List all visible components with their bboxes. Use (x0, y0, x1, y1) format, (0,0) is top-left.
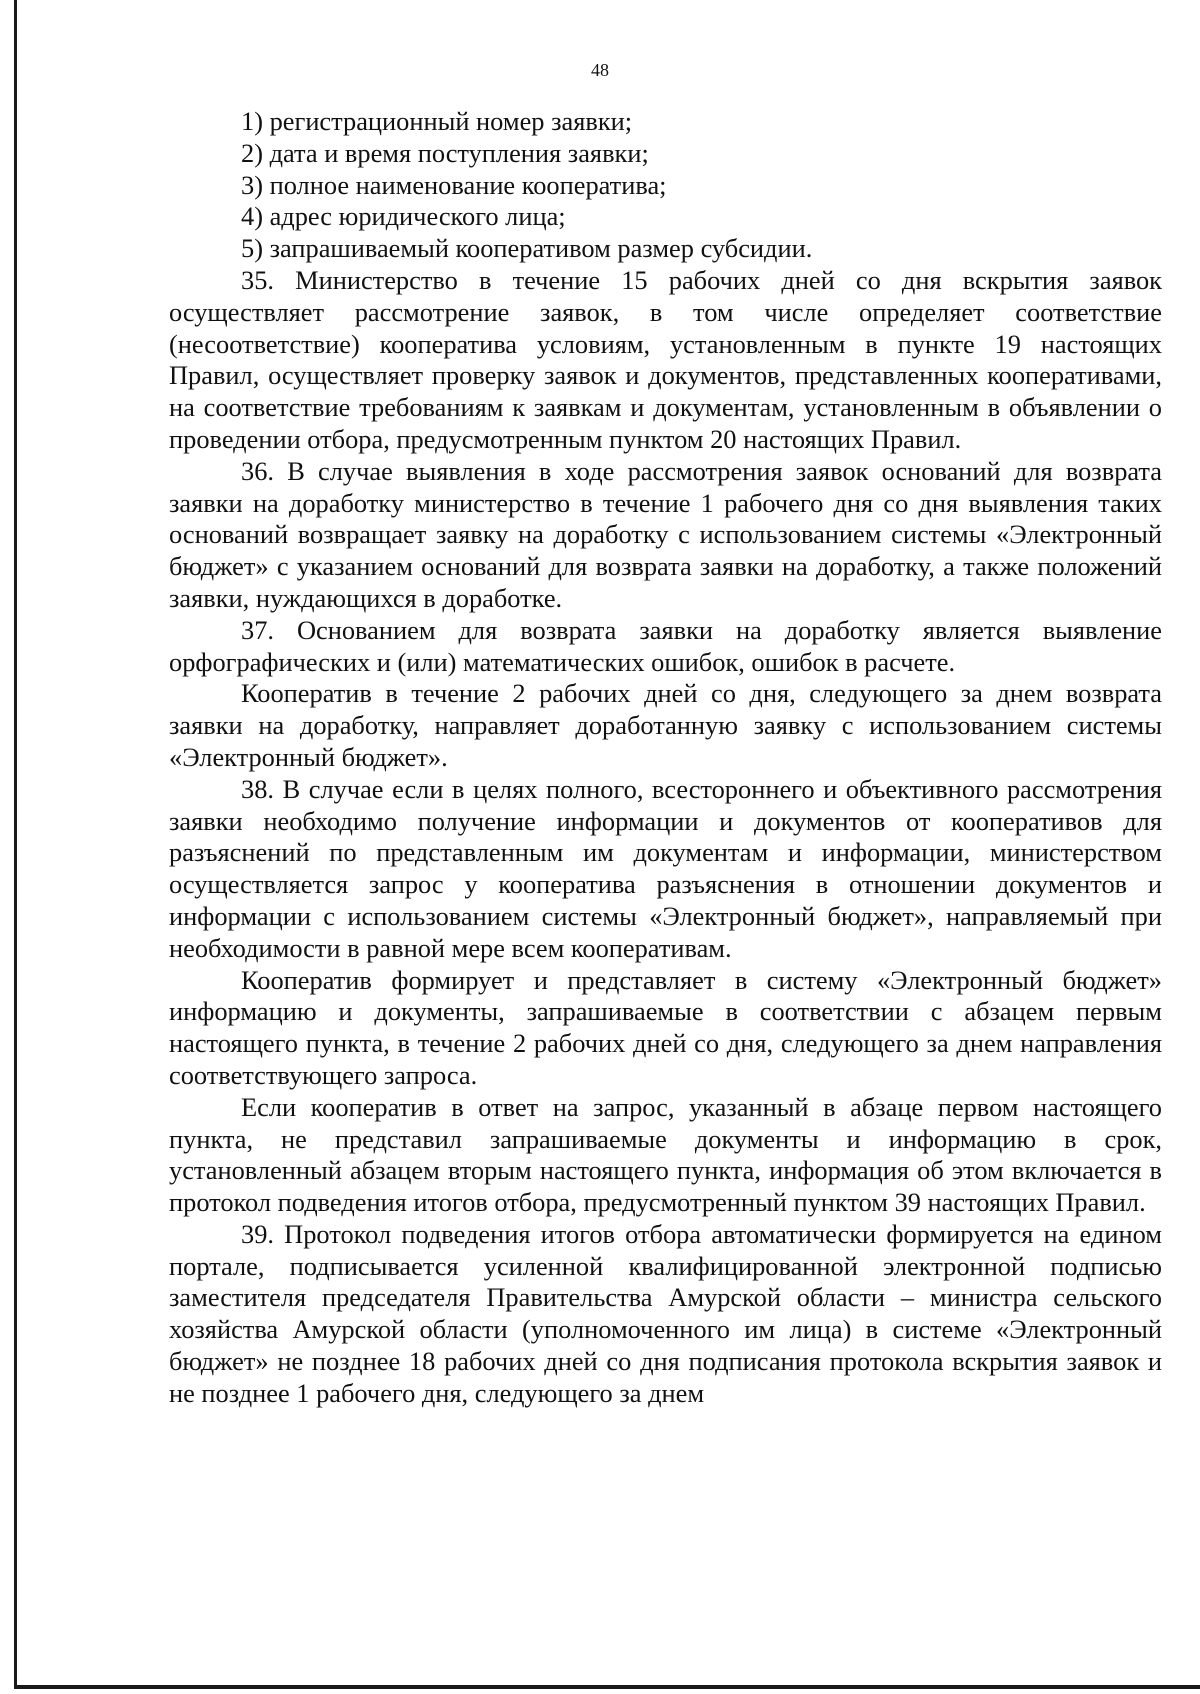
scan-edge-bottom (14, 1685, 1200, 1689)
paragraph-38: 38. В случае если в целях полного, всестороннего и объективного рассмотрения заявки необходимо получение информации и документов от кооперативов для разъяснений по представленным им документам и информации, министерством осуществляется запрос у кооператива разъяснения в отношении документов и информации с использованием системы «Электронный бюджет», направляемый при необходимости в равной мере всем кооперативам. (169, 773, 1162, 963)
paragraph-38-part-3: Если кооператив в ответ на запрос, указанный в абзаце первом настоящего пункта, не представил запрашиваемые документы и информацию в срок, установленный абзацем вторым настоящего пункта, информация об этом включается в протокол подведения итогов отбора, предусмотренный пунктом 39 настоящих Правил. (169, 1091, 1162, 1218)
list-item: 3) полное наименование кооператива; (241, 169, 667, 200)
list-item: 5) запрашиваемый кооперативом размер субсидии. (241, 233, 813, 264)
paragraph-39: 39. Протокол подведения итогов отбора автоматически формируется на едином портале, подписывается усиленной квалифицированной электронной подписью заместителя председателя Правительства Амурской области – министра сельского хозяйства Амурской области (уполномоченного им лица) в системе «Электронный бюджет» не позднее 18 рабочих дней со дня подписания протокола вскрытия заявок и не позднее 1 рабочего дня, следующего за днем (169, 1218, 1162, 1408)
page-number: 48 (591, 60, 609, 80)
paragraph-36: 36. В случае выявления в ходе рассмотрения заявок оснований для возврата заявки на доработку министерство в течение 1 рабочего дня со дня выявления таких оснований возвращает заявку на доработку с использованием системы «Электронный бюджет» с указанием оснований для возврата заявки на доработку, а также положений заявки, нуждающихся в доработке. (169, 455, 1162, 613)
paragraph-37-part-2: Кооператив в течение 2 рабочих дней со дня, следующего за днем возврата заявки на доработку, направляет доработанную заявку с использованием системы «Электронный бюджет». (169, 678, 1162, 772)
list-item: 2) дата и время поступления заявки; (241, 137, 649, 168)
scan-edge-left (14, 0, 17, 1686)
list-item: 1) регистрационный номер заявки; (241, 106, 633, 136)
document-body (169, 106, 1162, 1410)
paragraph-38-part-2: Кооператив формирует и представляет в систему «Электронный бюджет» информацию и документы, запрашиваемые в соответствии с абзацем первым настоящего пункта, в течение 2 рабочих дней со дня, следующего за днем направления соответствующего запроса. (169, 964, 1162, 1090)
list-item: 4) адрес юридического лица; (241, 201, 566, 232)
paragraph-37: 37. Основанием для возврата заявки на доработку является выявление орфографических и (или) математических ошибок, ошибок в расчете. (169, 614, 1162, 677)
paragraph-35: 35. Министерство в течение 15 рабочих дней со дня вскрытия заявок осуществляет рассмотрение заявок, в том числе определяет соответствие (несоответствие) кооператива условиям, установленным в пункте 19 настоящих Правил, осуществляет проверку заявок и документов, представленных кооперативами, на соответствие требованиям к заявкам и документам, установленным в объявлении о проведении отбора, предусмотренным пунктом 20 настоящих Правил. (169, 264, 1162, 454)
